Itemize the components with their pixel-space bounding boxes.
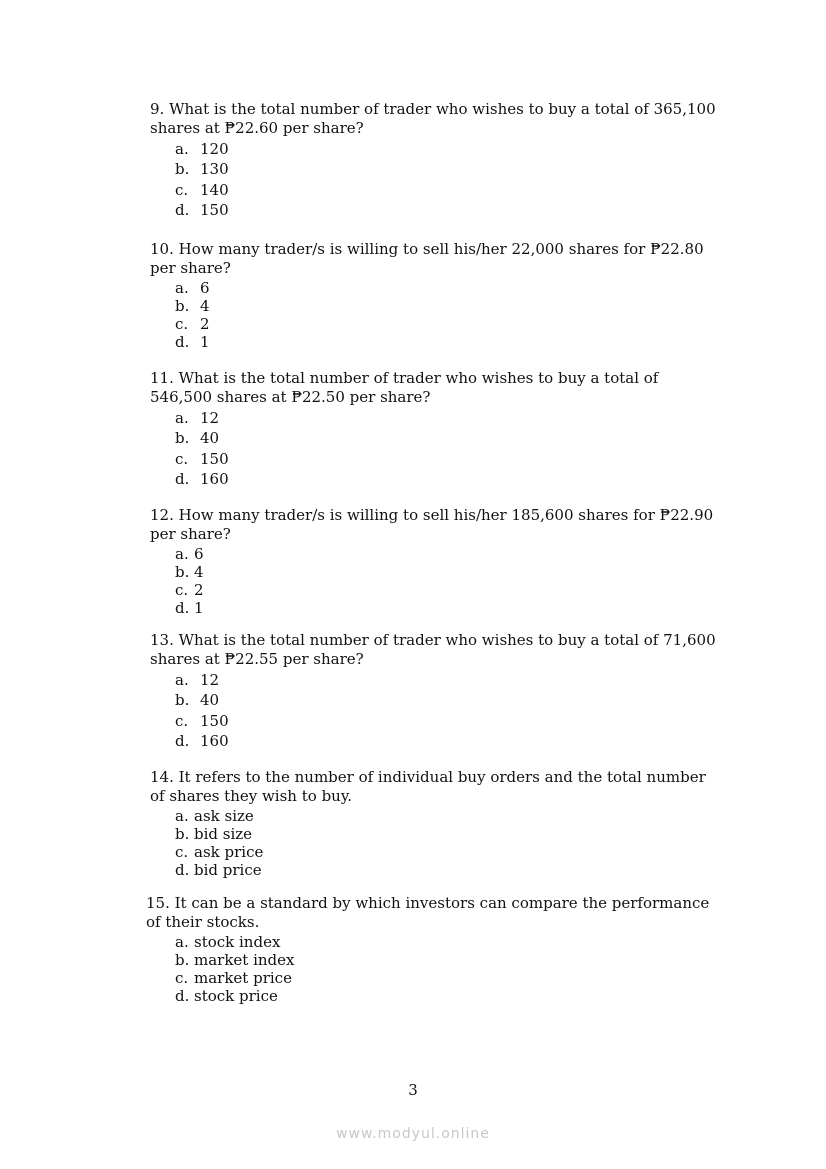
option-c: c. 2 (175, 581, 204, 599)
question-stem: 9. What is the total number of trader who wishes to buy a total of 365,100 shares at ₱22.60 per share? (150, 100, 716, 137)
option-d: d. 160 (175, 469, 229, 488)
option-a: a. stock index (175, 933, 281, 951)
option-d: d. 1 (175, 599, 204, 617)
option-d: d. stock price (175, 987, 278, 1005)
option-b: b. 4 (175, 297, 210, 315)
question-stem: 14. It refers to the number of individual buy orders and the total number of shares they wish to buy. (150, 768, 706, 805)
option-a: a. 6 (175, 279, 210, 297)
option-b: b. 4 (175, 563, 204, 581)
option-c: c. market price (175, 969, 292, 987)
option-c: c. 150 (175, 711, 229, 730)
question-stem: 15. It can be a standard by which investors can compare the performance of their stocks. (146, 894, 710, 931)
option-d: d. 150 (175, 200, 229, 219)
question-10 (150, 240, 725, 351)
option-a: a. 120 (175, 140, 229, 158)
option-b: b. 40 (175, 429, 220, 448)
option-b: b. 130 (175, 160, 229, 179)
option-c: c. 150 (175, 449, 229, 468)
option-c: c. 2 (175, 315, 210, 333)
option-b: b. 40 (175, 691, 220, 710)
question-stem: 10. How many trader/s is willing to sell his/her 22,000 shares for ₱22.80 per share? (150, 240, 704, 277)
option-b: b. bid size (175, 825, 253, 843)
option-d: d. bid price (175, 861, 262, 879)
option-a: a. 12 (175, 409, 220, 427)
question-9 (150, 100, 725, 220)
option-a: a. ask size (175, 807, 254, 825)
question-stem: 11. What is the total number of trader who wishes to buy a total of 546,500 shares at ₱22.50 per share? (150, 369, 659, 406)
question-11 (150, 369, 725, 489)
option-d: d. 160 (175, 731, 229, 750)
option-a: a. 6 (175, 545, 204, 563)
option-c: c. ask price (175, 843, 264, 861)
question-12 (150, 506, 725, 617)
option-a: a. 12 (175, 671, 220, 689)
watermark: www.modyul.online (336, 1126, 490, 1142)
page-number: 3 (408, 1081, 418, 1099)
question-13 (150, 631, 725, 751)
option-c: c. 140 (175, 180, 229, 199)
question-15 (146, 894, 725, 1005)
option-d: d. 1 (175, 333, 210, 351)
option-b: b. market index (175, 951, 295, 969)
question-stem: 12. How many trader/s is willing to sell his/her 185,600 shares for ₱22.90 per share? (150, 506, 714, 543)
question-14 (150, 768, 725, 879)
question-stem: 13. What is the total number of trader who wishes to buy a total of 71,600 shares at ₱22.55 per share? (150, 631, 716, 668)
